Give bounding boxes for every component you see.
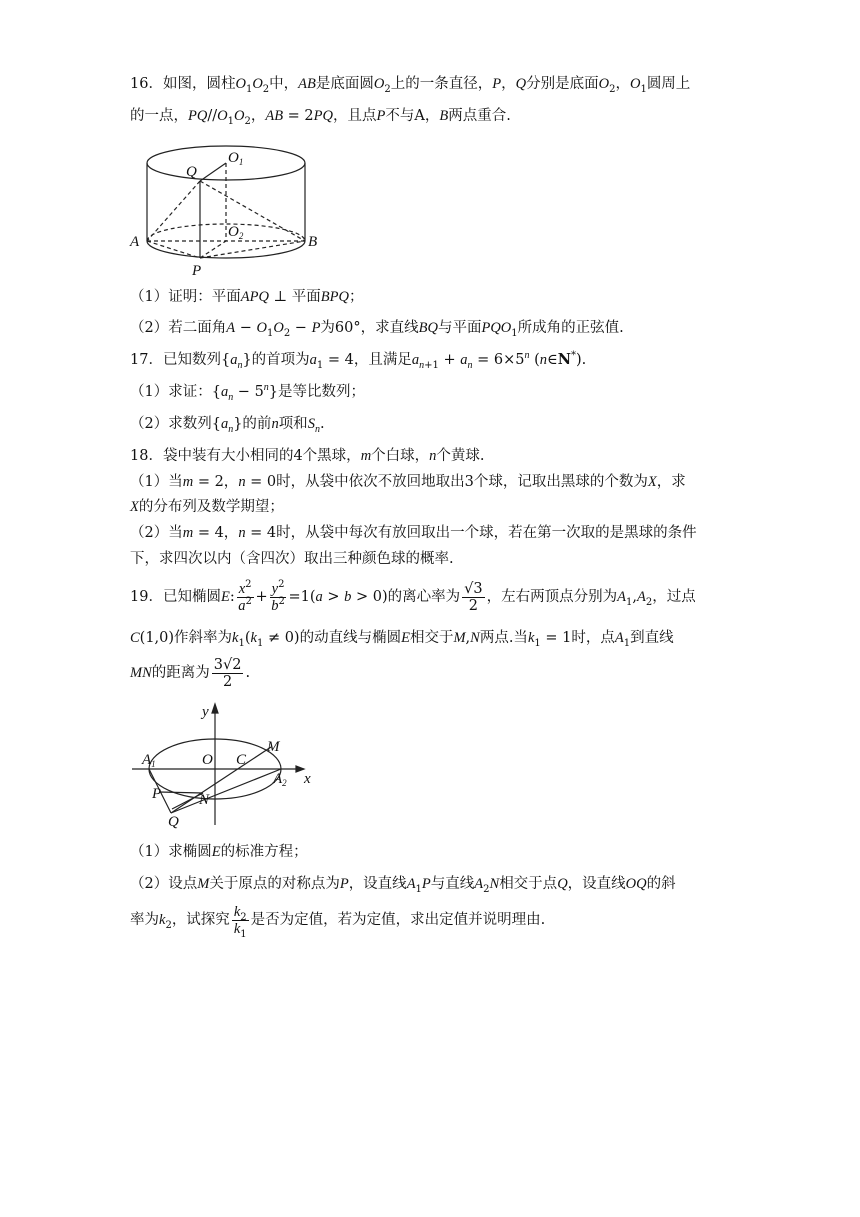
q19-line-3: MN的距离为 $\frac{3√2}{2}$ . bbox=[130, 656, 251, 690]
ellipse-figure bbox=[128, 700, 328, 830]
label-A1-sub: 1 bbox=[151, 759, 156, 769]
label-O2-sub: 2 bbox=[238, 231, 244, 241]
q16-part-1: （1）证明：平面APQ ⊥ 平面BPQ； bbox=[130, 289, 364, 305]
q19-part-1: （1）求椭圆E的标准方程； bbox=[130, 844, 308, 860]
label-N: N bbox=[199, 792, 210, 808]
label-O1 bbox=[228, 150, 243, 167]
label-Q: Q bbox=[168, 814, 179, 830]
q19-part-2a: （2）设点M关于原点的对称点为P，设直线$A_1P$与直线$A_2N$相交于点Q，设直线OQ的斜 bbox=[130, 876, 676, 895]
label-O1-main: O bbox=[228, 150, 239, 166]
cylinder-figure bbox=[128, 138, 328, 280]
label-B: B bbox=[308, 234, 318, 250]
q17-line-1: 17．已知数列$\{a_n\}$的首项为$a_1 = 4$，且满足$a_{n+1} + a_n = 6\times 5^n$ (n∈N*). bbox=[130, 350, 587, 371]
label-P: P bbox=[192, 263, 202, 279]
label-A2-sub: 2 bbox=[282, 778, 287, 788]
q16-line-2: 的一点，$PQ//O_1O_2$，AB = 2PQ，且点P不与A，B两点重合. bbox=[130, 108, 511, 127]
label-O: O bbox=[202, 752, 213, 768]
q18-part-2b: 下，求四次以内（含四次）取出三种颜色球的概率. bbox=[130, 551, 454, 567]
label-P: P bbox=[152, 786, 162, 802]
q19-line-1: 19．已知椭圆E: $\frac{x^2}{a^2}$ + $\frac{y^2}{b^2}$ =1(a > b > 0)的离心率为 $\frac{√3}{2}$ ，左右两顶点分别为$A_1,A_2$，过点 bbox=[130, 578, 696, 614]
label-A: A bbox=[130, 234, 140, 250]
label-A2 bbox=[272, 771, 287, 788]
label-A2-main: A bbox=[273, 771, 283, 787]
q19-line-2: C(1,0)作斜率为$k_1(k_1 \ne 0)$的动直线与椭圆E相交于M,N两点.当$k_1 = 1$时，点$A_1$到直线 bbox=[130, 630, 674, 649]
q18-line-1: 18．袋中装有大小相同的4个黑球，m个白球，n个黄球. bbox=[130, 448, 485, 464]
label-A1-main: A bbox=[142, 752, 152, 768]
q16-part-2: （2）若二面角$A - O_1O_2 - P$为60°，求直线BQ与平面$PQO_1$所成角的正弦值. bbox=[130, 320, 624, 339]
label-y: y bbox=[202, 704, 209, 720]
q17-part-2: （2）求数列$\{a_n\}$的前n项和$S_n$. bbox=[130, 416, 325, 435]
label-C: C bbox=[236, 752, 247, 768]
label-x: x bbox=[304, 771, 311, 787]
q16-line-1: 16．如图，圆柱$O_1O_2$中，AB是底面圆$O_2$上的一条直径，P，Q分别是底面$O_2$，$O_1$圆周上 bbox=[130, 76, 691, 95]
q18-part-1a: （1）当m = 2，n = 0时，从袋中依次不放回地取出3个球，记取出黑球的个数为X，求 bbox=[130, 474, 686, 490]
label-A1 bbox=[141, 752, 156, 769]
q17-part-1: （1）求证：$\{a_n - 5^n\}$是等比数列； bbox=[130, 382, 366, 403]
label-O2-main: O bbox=[228, 224, 239, 240]
q19-part-2b: 率为$k_2$，试探究 $\frac{k_2}{k_1}$ 是否为定值，若为定值，求出定值并说明理由. bbox=[130, 903, 546, 940]
label-O2 bbox=[228, 224, 244, 241]
q18-part-2a: （2）当m = 4，n = 4时，从袋中每次有放回取出一个球，若在第一次取的是黑球的条件 bbox=[130, 525, 697, 541]
label-O1-sub: 1 bbox=[238, 157, 244, 167]
label-Q: Q bbox=[186, 164, 197, 180]
label-M: M bbox=[267, 739, 280, 755]
q18-part-1b: X的分布列及数学期望； bbox=[130, 499, 284, 515]
